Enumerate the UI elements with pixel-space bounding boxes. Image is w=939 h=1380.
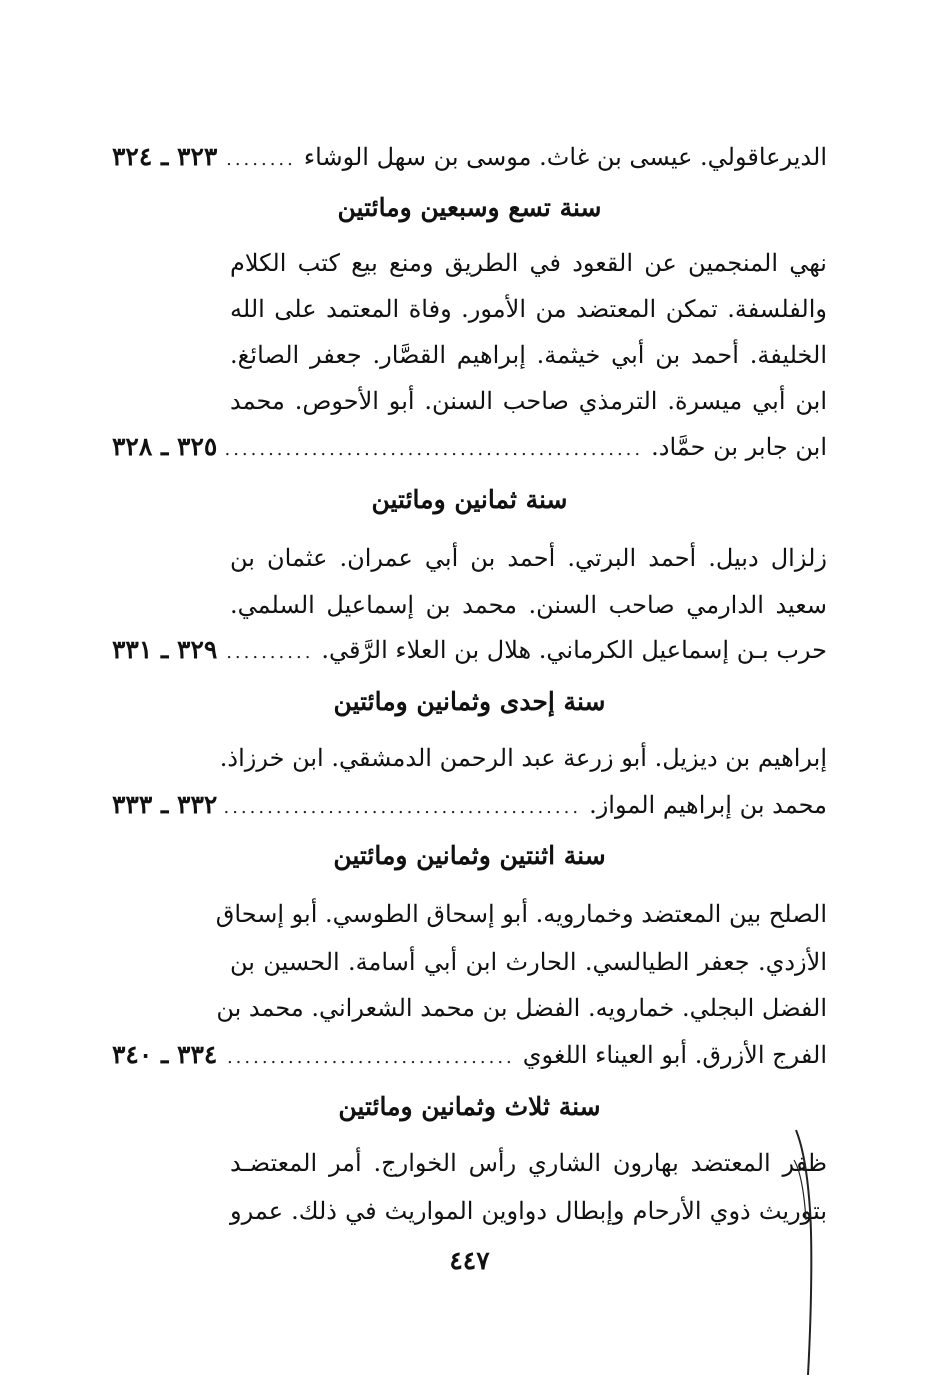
entry-pages: ٣٣٤ ـ ٣٤٠: [112, 1040, 218, 1069]
entry-pages: ٣٢٩ ـ ٣٣١: [112, 635, 218, 664]
entry-text: الفرج الأزرق. أبو العيناء اللغوي: [522, 1041, 827, 1069]
leader-dots: [225, 628, 313, 678]
section-line: إبراهيم بن ديزيل. أبو زرعة عبد الرحمن الدمشقي. ابن خرزاذ.: [219, 744, 827, 772]
section-heading: سنة ثلاث وثمانين ومائتين: [338, 1092, 601, 1121]
section-heading: سنة ثمانين ومائتين: [371, 485, 568, 514]
toc-entry: [112, 1030, 827, 1080]
pen-stroke-mark: [790, 1120, 830, 1380]
entry-text: الديرعاقولي. عيسى بن غاث. موسى بن سهل الوشاء: [303, 143, 827, 171]
leader-dots: [225, 135, 296, 185]
section-line: الصلح بين المعتضد وخمارويه. أبو إسحاق الطوسي. أبو إسحاق: [215, 900, 827, 928]
section-heading: سنة اثنتين وثمانين ومائتين: [333, 841, 606, 870]
section-line: الأزدي. جعفر الطيالسي. الحارث ابن أبي أسامة. الحسين بن: [230, 948, 827, 976]
toc-entry: [112, 422, 827, 472]
section-line: الفضل البجلي. خمارويه. الفضل بن محمد الشعراني. محمد بن: [216, 994, 827, 1022]
section-line: زلزال دبيل. أحمد البرتي. أحمد بن أبي عمران. عثمان بن: [230, 544, 827, 572]
section-line: سعيد الدارمي صاحب السنن. محمد بن إسماعيل السلمي.: [230, 591, 827, 619]
section-heading: سنة تسع وسبعين ومائتين: [337, 193, 602, 222]
entry-text: ابن جابر بن حمَّاد.: [651, 433, 827, 461]
section-heading: سنة إحدى وثمانين ومائتين: [333, 687, 606, 716]
entry-text: حرب بـن إسماعيل الكرماني. هلال بن العلاء الرَّقي.: [321, 636, 827, 664]
section-line: ابن أبي ميسرة. الترمذي صاحب السنن. أبو الأحوص. محمد: [230, 387, 827, 415]
section-line: ظفر المعتضد بهارون الشاري رأس الخوارج. أمر المعتضـد: [230, 1149, 827, 1177]
section-line: بتوريث ذوي الأرحام وإبطال دواوين المواريث في ذلك. عمرو: [230, 1197, 827, 1225]
leader-dots: [225, 783, 581, 833]
section-line: نهي المنجمين عن القعود في الطريق ومنع بيع كتب الكلام: [230, 249, 827, 277]
entry-text: محمد بن إبراهيم المواز.: [589, 791, 827, 819]
entry-pages: ٣٣٢ ـ ٣٣٣: [112, 790, 218, 819]
entry-pages: ٣٢٥ ـ ٣٢٨: [112, 432, 218, 461]
page-number: ٤٤٧: [449, 1246, 490, 1275]
section-line: الخليفة. أحمد بن أبي خيثمة. إبراهيم القصَّار. جعفر الصائغ.: [230, 341, 827, 369]
toc-entry: [112, 625, 827, 675]
toc-entry: [112, 132, 827, 182]
leader-dots: [225, 1033, 514, 1083]
toc-entry: [112, 780, 827, 830]
leader-dots: [225, 425, 643, 475]
section-line: والفلسفة. تمكن المعتضد من الأمور. وفاة المعتمد على الله: [230, 295, 827, 323]
entry-pages: ٣٢٣ ـ ٣٢٤: [112, 142, 218, 171]
